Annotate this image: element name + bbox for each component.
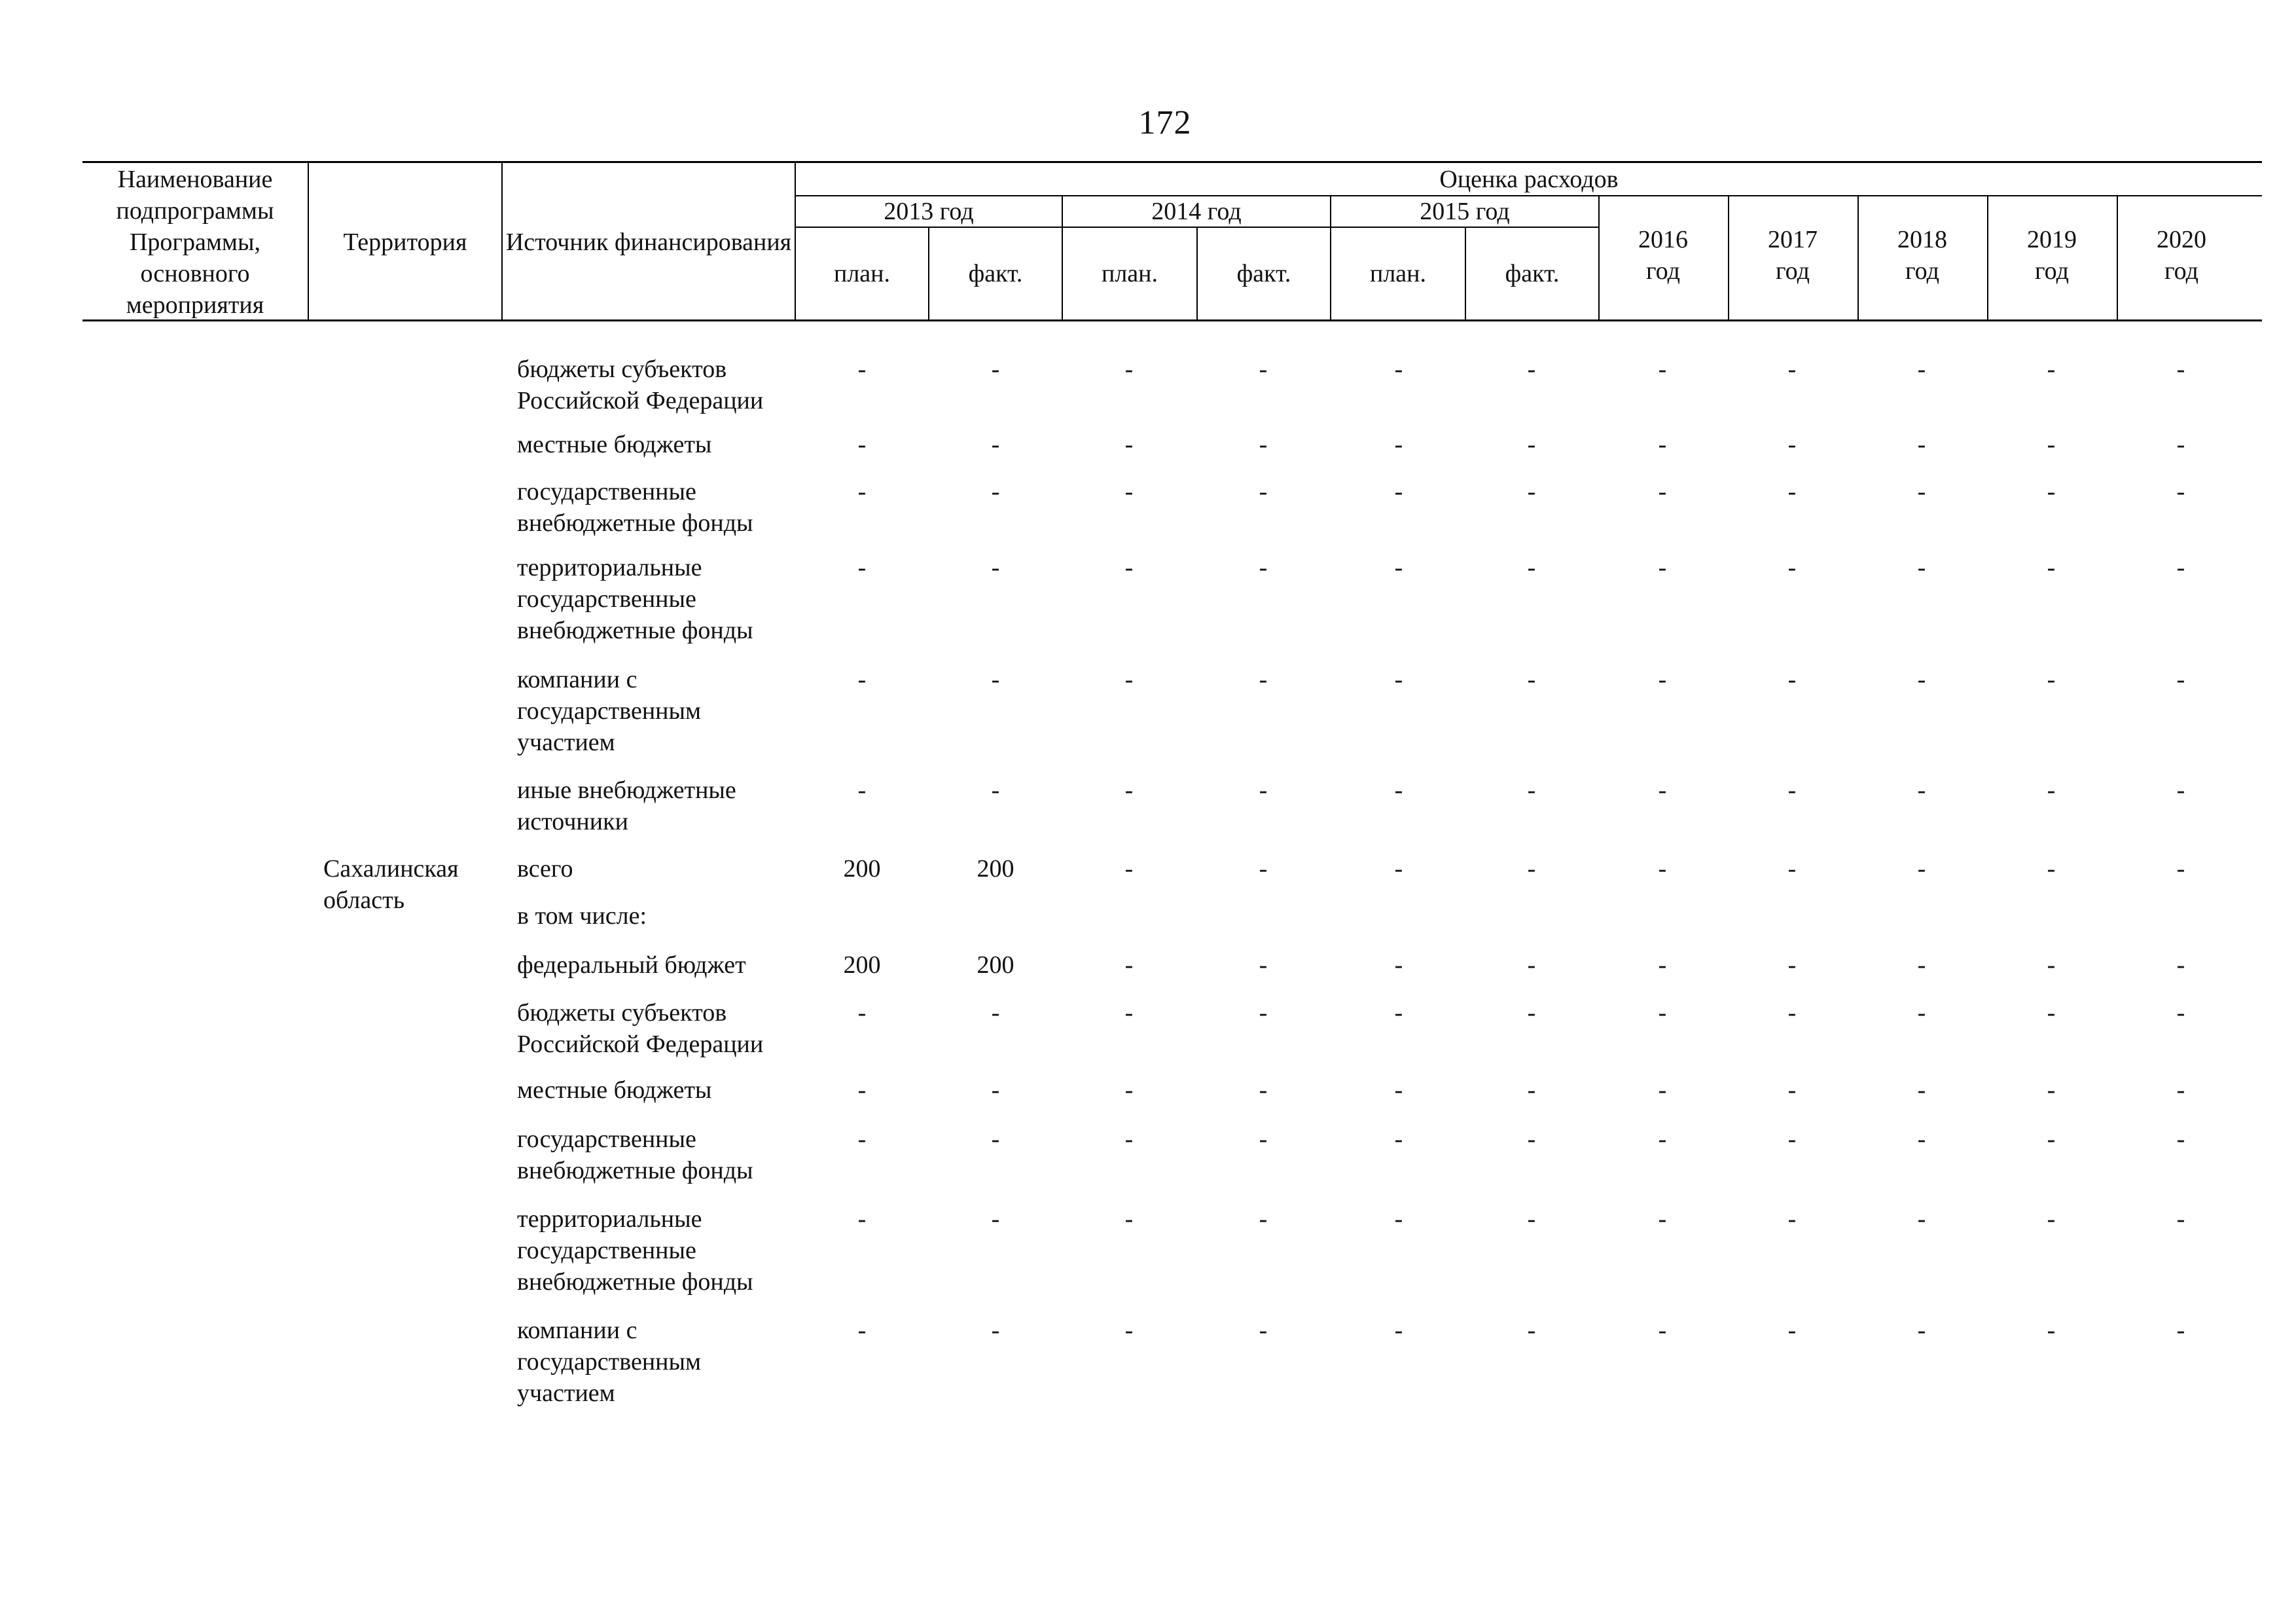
value-cell: - bbox=[1124, 776, 1134, 804]
value-cell: - bbox=[1658, 855, 1667, 883]
header-plan: план. bbox=[1101, 260, 1158, 287]
value-cell: - bbox=[1259, 431, 1268, 458]
value-cell: - bbox=[1658, 776, 1667, 804]
value-cell: - bbox=[991, 666, 1000, 693]
value-cell: - bbox=[1394, 478, 1403, 505]
value-cell: - bbox=[857, 1317, 867, 1344]
value-cell: - bbox=[1394, 356, 1403, 383]
header-top-line bbox=[82, 161, 2262, 163]
value-cell: - bbox=[1527, 951, 1536, 979]
value-cell: - bbox=[1917, 1317, 1926, 1344]
header-year-single: 2019 год bbox=[2027, 226, 2077, 285]
value-cell: - bbox=[1394, 776, 1403, 804]
value-cell: 200 bbox=[977, 855, 1014, 883]
value-cell: 200 bbox=[977, 951, 1014, 979]
value-cell: - bbox=[1787, 855, 1797, 883]
value-cell: - bbox=[1394, 1076, 1403, 1104]
value-cell: - bbox=[1527, 1317, 1536, 1344]
value-cell: - bbox=[857, 356, 867, 383]
value-cell: - bbox=[1527, 431, 1536, 458]
value-cell: - bbox=[2176, 431, 2185, 458]
value-cell: - bbox=[1917, 1076, 1926, 1104]
value-cell: - bbox=[2176, 1205, 2185, 1233]
value-cell: - bbox=[1787, 554, 1797, 581]
value-cell: - bbox=[2047, 1317, 2056, 1344]
value-cell: - bbox=[1658, 431, 1667, 458]
value-cell: - bbox=[991, 356, 1000, 383]
source-cell: территориальные государственные внебюджетные фонды bbox=[517, 1205, 753, 1296]
value-cell: - bbox=[2176, 855, 2185, 883]
value-cell: - bbox=[2176, 666, 2185, 693]
value-cell: - bbox=[1658, 1076, 1667, 1104]
header-group-title: Оценка расходов bbox=[1439, 166, 1619, 193]
value-cell: - bbox=[857, 776, 867, 804]
value-cell: - bbox=[1259, 478, 1268, 505]
value-cell: - bbox=[1527, 1205, 1536, 1233]
value-cell: - bbox=[1787, 1317, 1797, 1344]
value-cell: - bbox=[991, 999, 1000, 1027]
value-cell: - bbox=[1394, 1125, 1403, 1153]
header-fact: факт. bbox=[968, 260, 1023, 287]
value-cell: - bbox=[1658, 554, 1667, 581]
source-cell: государственные внебюджетные фонды bbox=[517, 1125, 753, 1184]
value-cell: - bbox=[991, 1076, 1000, 1104]
value-cell: - bbox=[2047, 666, 2056, 693]
vline bbox=[308, 161, 309, 321]
vline bbox=[1728, 195, 1729, 321]
value-cell: - bbox=[1787, 666, 1797, 693]
value-cell: - bbox=[1527, 1076, 1536, 1104]
value-cell: - bbox=[1527, 999, 1536, 1027]
value-cell: - bbox=[1658, 951, 1667, 979]
value-cell: - bbox=[2176, 554, 2185, 581]
value-cell: - bbox=[1259, 776, 1268, 804]
value-cell: - bbox=[2176, 478, 2185, 505]
source-cell: иные внебюджетные источники bbox=[517, 776, 736, 835]
value-cell: - bbox=[1917, 951, 1926, 979]
header-year-single: 2017 год bbox=[1768, 226, 1818, 285]
source-cell: местные бюджеты bbox=[517, 431, 712, 458]
value-cell: - bbox=[1787, 478, 1797, 505]
value-cell: - bbox=[1917, 1205, 1926, 1233]
value-cell: - bbox=[1917, 554, 1926, 581]
value-cell: - bbox=[1394, 554, 1403, 581]
value-cell: - bbox=[857, 999, 867, 1027]
value-cell: - bbox=[2047, 999, 2056, 1027]
value-cell: - bbox=[857, 431, 867, 458]
value-cell: - bbox=[991, 1205, 1000, 1233]
value-cell: - bbox=[1917, 1125, 1926, 1153]
value-cell: - bbox=[1917, 776, 1926, 804]
value-cell: - bbox=[1124, 999, 1134, 1027]
value-cell: - bbox=[1658, 356, 1667, 383]
value-cell: - bbox=[857, 1205, 867, 1233]
value-cell: - bbox=[1124, 554, 1134, 581]
header-name: Наименование подпрограммы Программы, основного мероприятия bbox=[116, 166, 274, 319]
source-cell: в том числе: bbox=[517, 902, 647, 930]
value-cell: - bbox=[1527, 478, 1536, 505]
value-cell: 200 bbox=[843, 951, 881, 979]
source-cell: местные бюджеты bbox=[517, 1076, 712, 1104]
value-cell: - bbox=[1658, 478, 1667, 505]
value-cell: - bbox=[1124, 1125, 1134, 1153]
header-year-single: 2016 год bbox=[1638, 226, 1688, 285]
value-cell: - bbox=[2176, 951, 2185, 979]
value-cell: - bbox=[2047, 554, 2056, 581]
value-cell: - bbox=[1527, 356, 1536, 383]
value-cell: - bbox=[1658, 999, 1667, 1027]
source-cell: федеральный бюджет bbox=[517, 951, 746, 979]
header-year: 2013 год bbox=[884, 198, 974, 225]
value-cell: - bbox=[1658, 666, 1667, 693]
vline bbox=[1987, 195, 1988, 321]
header-year: 2015 год bbox=[1420, 198, 1510, 225]
value-cell: - bbox=[1259, 1076, 1268, 1104]
source-cell: бюджеты субъектов Российской Федерации bbox=[517, 999, 764, 1058]
value-cell: - bbox=[991, 478, 1000, 505]
vline bbox=[1598, 195, 1600, 321]
value-cell: - bbox=[1124, 1205, 1134, 1233]
header-plan: план. bbox=[833, 260, 890, 287]
value-cell: - bbox=[2047, 776, 2056, 804]
value-cell: - bbox=[857, 1076, 867, 1104]
header-fact: факт. bbox=[1236, 260, 1291, 287]
value-cell: - bbox=[2047, 1076, 2056, 1104]
value-cell: - bbox=[2047, 951, 2056, 979]
value-cell: - bbox=[991, 776, 1000, 804]
value-cell: - bbox=[1917, 478, 1926, 505]
territory-cell: Сахалинская область bbox=[323, 855, 459, 914]
value-cell: - bbox=[2176, 999, 2185, 1027]
header-source: Источник финансирования bbox=[505, 228, 792, 256]
value-cell: - bbox=[1259, 951, 1268, 979]
value-cell: - bbox=[1787, 1125, 1797, 1153]
source-cell: территориальные государственные внебюджетные фонды bbox=[517, 554, 753, 644]
value-cell: - bbox=[1658, 1205, 1667, 1233]
value-cell: - bbox=[857, 666, 867, 693]
value-cell: - bbox=[1124, 356, 1134, 383]
value-cell: - bbox=[991, 554, 1000, 581]
header-year: 2014 год bbox=[1151, 198, 1242, 225]
value-cell: - bbox=[857, 478, 867, 505]
value-cell: - bbox=[2047, 478, 2056, 505]
value-cell: - bbox=[1787, 1076, 1797, 1104]
value-cell: - bbox=[1527, 776, 1536, 804]
value-cell: - bbox=[1124, 1317, 1134, 1344]
source-cell: государственные внебюджетные фонды bbox=[517, 478, 753, 537]
value-cell: - bbox=[1124, 951, 1134, 979]
value-cell: - bbox=[857, 554, 867, 581]
value-cell: - bbox=[1658, 1125, 1667, 1153]
value-cell: - bbox=[1124, 1076, 1134, 1104]
header-territory: Территория bbox=[343, 228, 467, 256]
value-cell: - bbox=[1394, 431, 1403, 458]
value-cell: - bbox=[2176, 776, 2185, 804]
source-cell: всего bbox=[517, 855, 573, 883]
value-cell: - bbox=[1527, 1125, 1536, 1153]
value-cell: - bbox=[991, 1317, 1000, 1344]
value-cell: - bbox=[1394, 1317, 1403, 1344]
value-cell: - bbox=[1394, 1205, 1403, 1233]
value-cell: - bbox=[2047, 431, 2056, 458]
page-number: 172 bbox=[1138, 104, 1192, 141]
value-cell: - bbox=[1917, 999, 1926, 1027]
value-cell: - bbox=[1787, 951, 1797, 979]
value-cell: - bbox=[2047, 1125, 2056, 1153]
value-cell: - bbox=[1259, 1317, 1268, 1344]
source-cell: компании с государственным участием bbox=[517, 666, 702, 756]
value-cell: - bbox=[1259, 356, 1268, 383]
header-bottom-line bbox=[82, 319, 2262, 321]
value-cell: - bbox=[1527, 554, 1536, 581]
value-cell: - bbox=[1787, 356, 1797, 383]
vline bbox=[501, 161, 503, 321]
value-cell: - bbox=[1787, 1205, 1797, 1233]
value-cell: - bbox=[857, 1125, 867, 1153]
value-cell: - bbox=[1124, 855, 1134, 883]
value-cell: - bbox=[1124, 666, 1134, 693]
value-cell: - bbox=[2176, 356, 2185, 383]
value-cell: - bbox=[1787, 431, 1797, 458]
value-cell: - bbox=[1259, 1125, 1268, 1153]
value-cell: - bbox=[991, 1125, 1000, 1153]
value-cell: - bbox=[1259, 1205, 1268, 1233]
value-cell: - bbox=[2176, 1125, 2185, 1153]
vline bbox=[1857, 195, 1859, 321]
value-cell: - bbox=[2176, 1317, 2185, 1344]
source-cell: бюджеты субъектов Российской Федерации bbox=[517, 356, 764, 414]
header-plan: план. bbox=[1369, 260, 1426, 287]
header-year-single: 2020 год bbox=[2157, 226, 2206, 285]
header-fact: факт. bbox=[1505, 260, 1560, 287]
value-cell: - bbox=[1259, 999, 1268, 1027]
value-cell: - bbox=[1527, 855, 1536, 883]
value-cell: - bbox=[1394, 666, 1403, 693]
value-cell: - bbox=[2047, 855, 2056, 883]
value-cell: - bbox=[1124, 478, 1134, 505]
value-cell: - bbox=[1787, 999, 1797, 1027]
value-cell: - bbox=[1917, 855, 1926, 883]
value-cell: - bbox=[1917, 666, 1926, 693]
value-cell: - bbox=[1124, 431, 1134, 458]
value-cell: - bbox=[1527, 666, 1536, 693]
value-cell: - bbox=[1658, 1317, 1667, 1344]
value-cell: - bbox=[1917, 356, 1926, 383]
value-cell: 200 bbox=[843, 855, 881, 883]
value-cell: - bbox=[1259, 855, 1268, 883]
value-cell: - bbox=[1917, 431, 1926, 458]
header-year-single: 2018 год bbox=[1897, 226, 1947, 285]
value-cell: - bbox=[1259, 554, 1268, 581]
value-cell: - bbox=[2176, 1076, 2185, 1104]
value-cell: - bbox=[2047, 356, 2056, 383]
source-cell: компании с государственным участием bbox=[517, 1317, 702, 1407]
value-cell: - bbox=[1394, 999, 1403, 1027]
value-cell: - bbox=[991, 431, 1000, 458]
value-cell: - bbox=[1259, 666, 1268, 693]
value-cell: - bbox=[1787, 776, 1797, 804]
vline bbox=[2117, 195, 2118, 321]
value-cell: - bbox=[1394, 951, 1403, 979]
value-cell: - bbox=[2047, 1205, 2056, 1233]
value-cell: - bbox=[1394, 855, 1403, 883]
